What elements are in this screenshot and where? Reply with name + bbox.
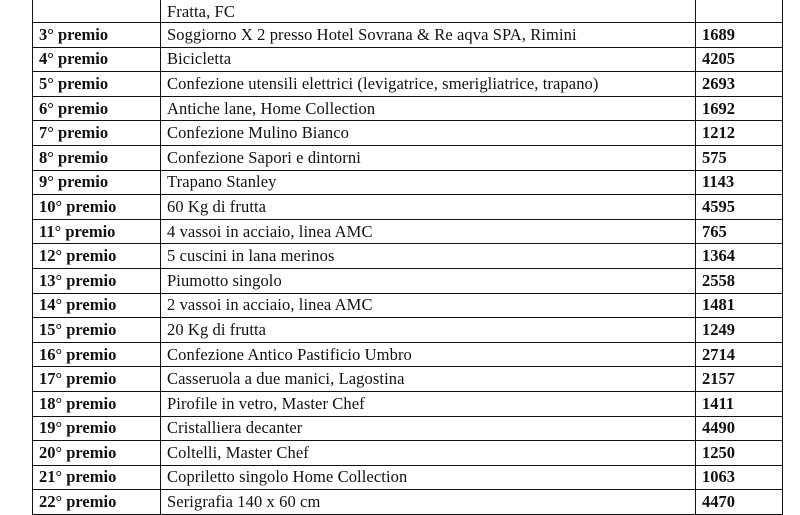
- winning-ticket-number: 2157: [696, 367, 783, 392]
- table-row: [33, 268, 783, 293]
- prize-description: Pirofile in vetro, Master Chef: [161, 391, 696, 416]
- winning-ticket-number: 1689: [696, 23, 783, 48]
- table-row: [33, 96, 783, 121]
- prize-rank: 17° premio: [33, 367, 161, 392]
- prize-rank: 8° premio: [33, 145, 161, 170]
- prize-description: Fratta, FC: [161, 0, 696, 23]
- winning-ticket-number: 4470: [696, 490, 783, 515]
- winning-ticket-number: 4205: [696, 47, 783, 72]
- prize-description: Confezione Mulino Bianco: [161, 121, 696, 146]
- prize-rank: 18° premio: [33, 391, 161, 416]
- prize-description: Cristalliera decanter: [161, 416, 696, 441]
- prize-description: Casseruola a due manici, Lagostina: [161, 367, 696, 392]
- winning-ticket-number: 1063: [696, 465, 783, 490]
- prize-description: Serigrafia 140 x 60 cm: [161, 490, 696, 515]
- prize-description: Trapano Stanley: [161, 170, 696, 195]
- table-row: [33, 145, 783, 170]
- prize-rank: 20° premio: [33, 441, 161, 466]
- prize-description: 2 vassoi in acciaio, linea AMC: [161, 293, 696, 318]
- winning-ticket-number: 575: [696, 145, 783, 170]
- prize-rank: 4° premio: [33, 47, 161, 72]
- prize-description: Confezione Antico Pastificio Umbro: [161, 342, 696, 367]
- table-row: [33, 72, 783, 97]
- prize-rank: 12° premio: [33, 244, 161, 269]
- prize-rank: 9° premio: [33, 170, 161, 195]
- prize-description: Copriletto singolo Home Collection: [161, 465, 696, 490]
- winning-ticket-number: 1364: [696, 244, 783, 269]
- table-row: [33, 342, 783, 367]
- table-row: [33, 416, 783, 441]
- prize-rank: 6° premio: [33, 96, 161, 121]
- winning-ticket-number: 2558: [696, 268, 783, 293]
- prize-rank: 11° premio: [33, 219, 161, 244]
- winning-ticket-number: 1481: [696, 293, 783, 318]
- table-row: [33, 391, 783, 416]
- table-row: [33, 490, 783, 515]
- winning-ticket-number: 1249: [696, 318, 783, 343]
- prize-description: 5 cuscini in lana merinos: [161, 244, 696, 269]
- winning-ticket-number: 4490: [696, 416, 783, 441]
- winning-ticket-number: [696, 0, 783, 23]
- prize-rank: 22° premio: [33, 490, 161, 515]
- prize-rank: 5° premio: [33, 72, 161, 97]
- prize-rank: 19° premio: [33, 416, 161, 441]
- prize-rank: 10° premio: [33, 195, 161, 220]
- winning-ticket-number: 1692: [696, 96, 783, 121]
- prize-description: Bicicletta: [161, 47, 696, 72]
- table-row: [33, 170, 783, 195]
- winning-ticket-number: 1143: [696, 170, 783, 195]
- prize-description: 4 vassoi in acciaio, linea AMC: [161, 219, 696, 244]
- prize-description: 60 Kg di frutta: [161, 195, 696, 220]
- winning-ticket-number: 4595: [696, 195, 783, 220]
- prize-rank: 21° premio: [33, 465, 161, 490]
- prize-description: Coltelli, Master Chef: [161, 441, 696, 466]
- prize-description: Confezione Sapori e dintorni: [161, 145, 696, 170]
- prize-description: Antiche lane, Home Collection: [161, 96, 696, 121]
- prize-description: Confezione utensili elettrici (levigatrice, smerigliatrice, trapano): [161, 72, 696, 97]
- prize-rank: 14° premio: [33, 293, 161, 318]
- prize-rank: 3° premio: [33, 23, 161, 48]
- table-row: [33, 441, 783, 466]
- winning-ticket-number: 1411: [696, 391, 783, 416]
- prize-rank: [33, 0, 161, 23]
- prize-table: [32, 0, 783, 515]
- table-row: [33, 318, 783, 343]
- table-row: [33, 244, 783, 269]
- table-row: [33, 293, 783, 318]
- prize-description: 20 Kg di frutta: [161, 318, 696, 343]
- prize-table-body: [33, 0, 783, 514]
- table-row: [33, 0, 783, 23]
- winning-ticket-number: 765: [696, 219, 783, 244]
- table-row: [33, 121, 783, 146]
- table-row: [33, 465, 783, 490]
- table-row: [33, 195, 783, 220]
- table-row: [33, 219, 783, 244]
- winning-ticket-number: 1212: [696, 121, 783, 146]
- winning-ticket-number: 2714: [696, 342, 783, 367]
- prize-description: Soggiorno X 2 presso Hotel Sovrana & Re aqva SPA, Rimini: [161, 23, 696, 48]
- table-row: [33, 367, 783, 392]
- prize-rank: 16° premio: [33, 342, 161, 367]
- prize-rank: 7° premio: [33, 121, 161, 146]
- winning-ticket-number: 2693: [696, 72, 783, 97]
- winning-ticket-number: 1250: [696, 441, 783, 466]
- document-page: [32, 0, 782, 515]
- prize-rank: 13° premio: [33, 268, 161, 293]
- prize-rank: 15° premio: [33, 318, 161, 343]
- table-row: [33, 47, 783, 72]
- prize-description: Piumotto singolo: [161, 268, 696, 293]
- table-row: [33, 23, 783, 48]
